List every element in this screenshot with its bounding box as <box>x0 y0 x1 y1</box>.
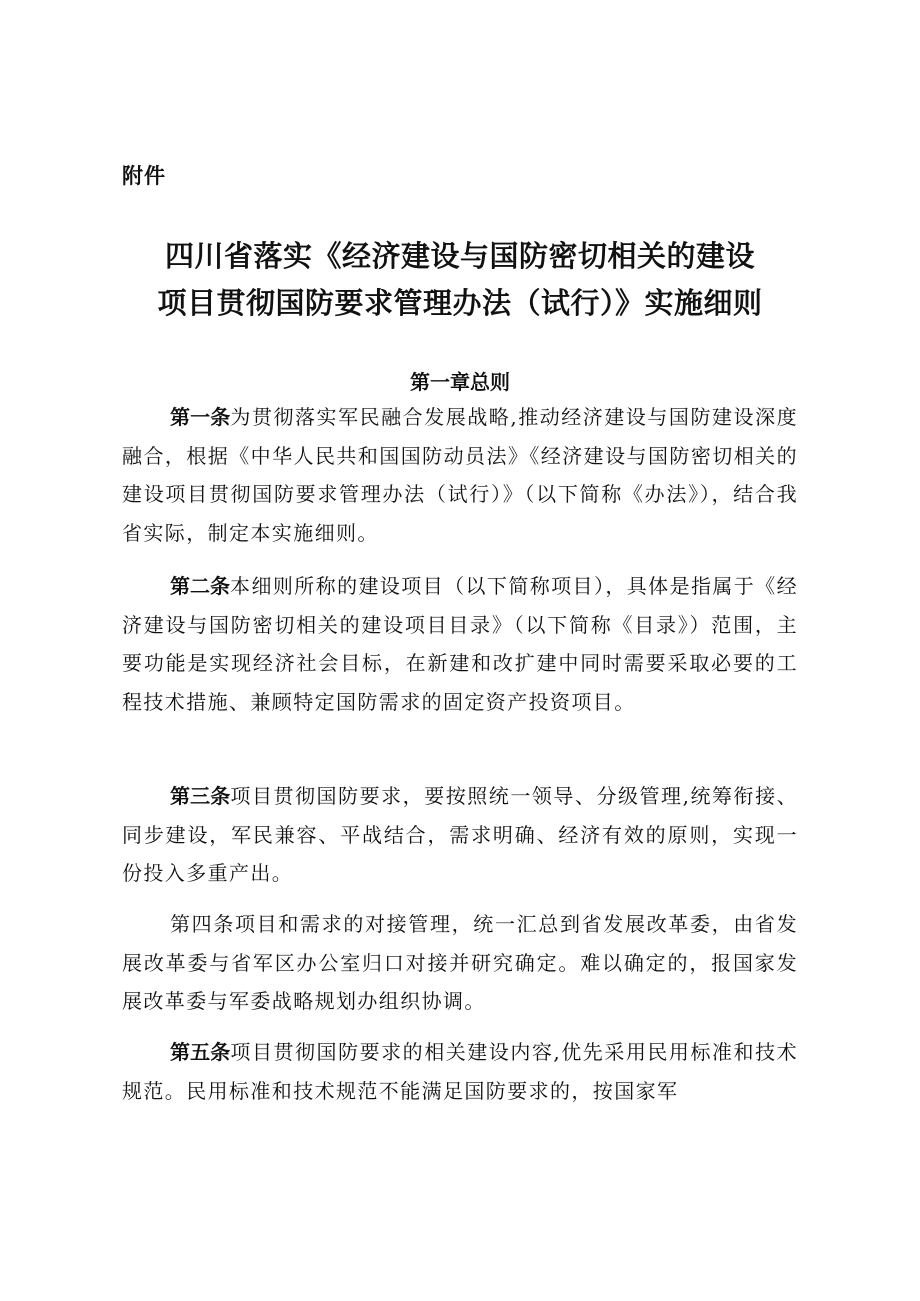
document-title-line-2: 项目贯彻国防要求管理办法（试行）》实施细则 <box>157 286 763 320</box>
chapter-heading: 第一章总则 <box>410 370 510 394</box>
article-1-number: 第一条 <box>170 405 231 429</box>
article-4-text: 项目和需求的对接管理，统一汇总到省发展改革委，由省发展改革委与省军区办公室归口对接并研究确定。难以确定的，报国家发展改革委与军委战略规划办组织协调。 <box>122 912 798 1013</box>
document-title-line-1: 四川省落实《经济建设与国防密切相关的建设 <box>164 239 755 273</box>
article-3-number: 第三条 <box>170 784 231 808</box>
attachment-label: 附件 <box>122 164 166 188</box>
article-1 <box>122 398 798 552</box>
article-2-text: 本细则所称的建设项目（以下简称项目），具体是指属于《经济建设与国防密切相关的建设项目目录》（以下简称《目录》）范围，主要功能是实现经济社会目标，在新建和改扩建中同时需要采取必要的工程技术措施、兼顾特定国防需求的固定资产投资项目。 <box>122 574 798 714</box>
article-4 <box>122 905 798 1021</box>
article-1-text: 为贯彻落实军民融合发展战略,推动经济建设与国防建设深度融合，根据《中华人民共和国国防动员法》《经济建设与国防密切相关的建设项目贯彻国防要求管理办法（试行）》（以下简称《办法》），结合我省实际，制定本实施细则。 <box>122 405 798 545</box>
article-2 <box>122 567 798 721</box>
article-2-number: 第二条 <box>170 574 231 598</box>
article-3 <box>122 777 798 893</box>
article-3-text: 项目贯彻国防要求，要按照统一领导、分级管理,统筹衔接、同步建设，军民兼容、平战结合，需求明确、经济有效的原则，实现一份投入多重产出。 <box>122 784 798 885</box>
article-5-text: 项目贯彻国防要求的相关建设内容,优先采用民用标准和技术规范。民用标准和技术规范不能满足国防要求的，按国家军 <box>122 1040 798 1103</box>
article-5-number: 第五条 <box>170 1040 231 1064</box>
article-5 <box>122 1033 798 1110</box>
article-4-number: 第四条 <box>170 912 235 936</box>
